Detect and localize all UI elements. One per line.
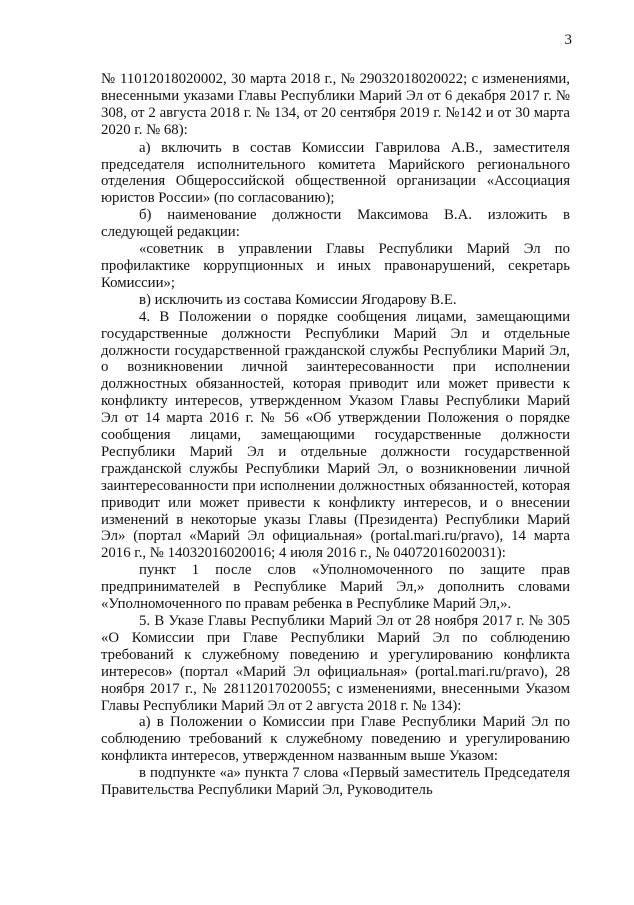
paragraph-item-v: в) исключить из состава Комиссии Ягодарову В.Е. xyxy=(139,291,457,308)
document-body xyxy=(101,71,570,799)
paragraph-quote: «советник в управлении Главы Республики Марий Эл по профилактике коррупционных и иных правонарушений, секретарь Комиссии»; xyxy=(101,241,570,291)
paragraph-item-b: б) наименование должности Максимова В.А. изложить в следующей редакции: xyxy=(101,207,570,241)
paragraph-point-1: пункт 1 после слов «Уполномоченного по защите прав предпринимателей в Республике Марий Эл,» дополнить словами «Уполномоченного по правам ребенка в Республике Марий Эл,». xyxy=(101,562,570,613)
paragraph-item-a: а) включить в состав Комиссии Гаврилова А.В., заместителя председателя исполнительного комитета Марийского регионального отделения Общероссийской общественной организации «Ассоциация юристов России» (по согласованию); xyxy=(101,139,570,207)
paragraph-section-5: 5. В Указе Главы Республики Марий Эл от 28 ноября 2017 г. № 305 «О Комиссии при Главе Республики Марий Эл по соблюдению требований к служебному поведению и урегулированию конфликта интересов» (портал «Марий Эл официальная» (portal.mari.ru/pravo), 28 ноября 2017 г., № 28112017020055; с изменениями, внесенными Указом Главы Республики Марий Эл от 2 августа 2018 г. № 134): xyxy=(101,613,570,714)
paragraph-subpoint-a: в подпункте «а» пункта 7 слова «Первый заместитель Председателя Правительства Республики Марий Эл, Руководитель xyxy=(101,765,570,799)
paragraph-section-5-a: а) в Положении о Комиссии при Главе Республики Марий Эл по соблюдению требований к служебному поведению и урегулированию конфликта интересов, утвержденном названным выше Указом: xyxy=(101,714,570,765)
page-number: 3 xyxy=(564,32,572,48)
paragraph-section-4: 4. В Положении о порядке сообщения лицами, замещающими государственные должности Республики Марий Эл и отдельные должности государственной гражданской службы Республики Марий Эл, о возникновении личной заинтересованности при исполнении должностных обязанностей, которая приводит или может привести к конфликту интересов, утвержденном Указом Главы Республики Марий Эл от 14 марта 2016 г. № 56 «Об утверждении Положения о порядке сообщения лицами, замещающими государственные должности Республики Марий Эл и отдельные должности государственной гражданской службы Республики Марий Эл, о возникновении личной заинтересованности при исполнении должностных обязанностей, которая приводит или может привести к конфликту интересов, и о внесении изменений в некоторые указы Главы (Президента) Республики Марий Эл» (портал «Марий Эл официальная» (portal.mari.ru/pravo), 14 марта 2016 г., № 14032016020016; 4 июля 2016 г., № 04072016020031): xyxy=(101,308,570,562)
paragraph-continuation: № 11012018020002, 30 марта 2018 г., № 29032018020022; с изменениями, внесенными указами Главы Республики Марий Эл от 6 декабря 2017 г. № 308, от 2 августа 2018 г. № 134, от 20 сентября 2019 г. №142 и от 30 марта 2020 г. № 68): xyxy=(101,71,570,138)
